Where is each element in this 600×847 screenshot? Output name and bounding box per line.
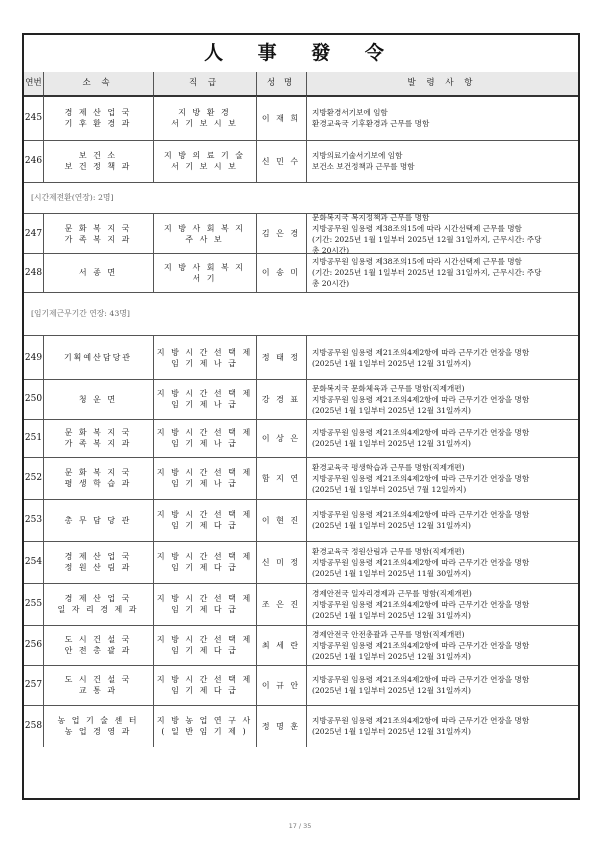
appointment-details	[306, 583, 578, 625]
department	[43, 419, 153, 457]
person-name: 이 송 미	[261, 268, 301, 277]
position-line: 지 방 시 간 선 택 제	[156, 428, 253, 437]
appointment-details	[306, 541, 578, 583]
department-line: 청 운 면	[78, 394, 118, 404]
person-name: 정 명 훈	[261, 721, 301, 731]
appointment-details-line: 지방환경서기보에 임함	[312, 108, 388, 117]
position-line: 서 기 보 시 보	[171, 119, 238, 128]
appointment-details-line: (2025년 1월 1일부터 2025년 11월 30일까지)	[312, 568, 471, 578]
position-line: 임 기 제 나 급	[171, 400, 238, 409]
appointment-details-line: 지방공무원 임용령 제21조의4제2항에 따라 근무기간 연장을 명함	[312, 716, 530, 725]
document-title: 人 事 發 令	[24, 35, 578, 73]
row-number: 253	[24, 515, 43, 525]
department	[43, 541, 153, 583]
table-row	[24, 705, 578, 747]
department	[43, 499, 153, 541]
department-line: 기획예산담당관	[63, 353, 133, 362]
department-line: 보 건 소	[78, 151, 118, 160]
header-name: 성 명	[266, 78, 296, 88]
department	[43, 705, 153, 747]
table-row	[24, 499, 578, 542]
position-line: 지 방 사 회 복 지	[163, 262, 246, 272]
appointment-details-line: 지방공무원 임용령 제21조의4제2항에 따라 근무기간 연장을 명함	[312, 428, 530, 437]
page-number: 17 / 35	[288, 822, 312, 830]
position-line: 지 방 시 간 선 택 제	[156, 675, 253, 684]
header-position: 직 급	[188, 78, 221, 88]
department	[43, 625, 153, 665]
person-name: 함 지 연	[261, 473, 301, 483]
department-line: 보 건 정 책 과	[64, 162, 132, 171]
appointment-details-line: 지방공무원 임용령 제21조의4제2항에 따라 근무기간 연장을 명함	[312, 510, 530, 519]
position	[153, 419, 256, 457]
header-note: 발 령 사 항	[407, 78, 477, 88]
position-line: 지 방 시 간 선 택 제	[156, 635, 253, 644]
appointment-details-line: 지방공무원 임용령 제38조의15에 따라 시간선택제 근무를 명함	[312, 257, 522, 266]
position-line: 지 방 시 간 선 택 제	[156, 389, 253, 398]
department	[43, 457, 153, 499]
table-row	[24, 379, 578, 420]
appointment-details-line: (기간: 2025년 1월 1일부터 2025년 12월 31일까지, 근무시간: 주당	[312, 268, 542, 277]
row-number: 252	[24, 473, 43, 483]
department	[43, 140, 153, 182]
appointment-details-line: 보건소 보건정책과 근무를 명함	[312, 162, 415, 171]
appointment-details-line: 총 20시간)	[312, 279, 350, 288]
appointment-details	[306, 499, 578, 541]
table-row	[24, 583, 578, 626]
appointment-details	[306, 253, 578, 292]
department-line: 농 업 기 술 센 터	[57, 716, 139, 725]
department-line: 문 화 복 지 국	[64, 428, 132, 437]
person-name: 이 규 안	[261, 680, 301, 690]
appointment-details-line: 지방공무원 임용령 제21조의4제2항에 따라 근무기간 연장을 명함	[312, 557, 530, 567]
department-line: 농 업 경 영 과	[64, 727, 132, 736]
department	[43, 583, 153, 625]
position-line: 서 기	[192, 273, 217, 283]
table-header	[24, 72, 578, 97]
department-line: 정 원 산 림 과	[64, 563, 132, 572]
table-row	[24, 541, 578, 584]
department	[43, 253, 153, 292]
appointment-details-line: 문화복지국 문화체육과 근무를 명함(직제개편)	[312, 383, 465, 393]
position-line: 임 기 제 나 급	[171, 479, 238, 488]
person-name: 정 태 정	[261, 353, 301, 362]
person-name: 강 경 표	[261, 394, 301, 404]
row-number: 254	[24, 557, 43, 567]
position-line: 임 기 제 다 급	[171, 605, 238, 614]
appointment-details-line: 환경교육국 정원산림과 근무를 명함(직제개편)	[312, 546, 465, 556]
department-line: 가 족 복 지 과	[64, 234, 132, 244]
table-row	[24, 96, 578, 141]
department-line: 경 제 산 업 국	[64, 594, 132, 603]
person-name: 최 세 란	[261, 640, 301, 650]
department-line: 경 제 산 업 국	[64, 108, 132, 117]
person-name: 신 민 수	[261, 156, 301, 166]
department-line: 기 후 환 경 과	[64, 119, 132, 128]
position	[153, 214, 256, 253]
appointment-details-line: 지방의료기술서기보에 임함	[312, 151, 403, 160]
appointment-details-line: (2025년 1월 1일부터 2025년 12월 31일까지)	[312, 651, 471, 661]
table-row	[24, 140, 578, 183]
department	[43, 214, 153, 253]
appointment-details-line: (2025년 1월 1일부터 2025년 12월 31일까지)	[312, 405, 471, 415]
section-label: [시간제전환(연장): 2명]	[24, 182, 578, 214]
appointment-details-line: 문화복지국 복지정책과 근무를 명함	[312, 212, 430, 222]
position-line: 지 방 시 간 선 택 제	[156, 510, 253, 519]
position	[153, 140, 256, 182]
position	[153, 499, 256, 541]
position	[153, 665, 256, 705]
appointment-details	[306, 705, 578, 747]
department-line: 경 제 산 업 국	[64, 552, 132, 561]
person-name: 신 미 정	[261, 557, 301, 567]
department	[43, 336, 153, 379]
appointment-details	[306, 457, 578, 499]
table-row	[24, 253, 578, 293]
person-name: 이 재 희	[261, 113, 301, 123]
appointment-details-line: 지방공무원 임용령 제21조의4제2항에 따라 근무기간 연장을 명함	[312, 675, 530, 684]
row-number: 247	[24, 228, 43, 239]
person-name: 이 상 은	[261, 433, 301, 443]
appointment-details-line: 경제안전국 일자리경제과 근무를 명함(직제개편)	[312, 588, 472, 598]
position-line: 지 방 시 간 선 택 제	[156, 347, 253, 357]
appointment-details-line: (2025년 1월 1일부터 2025년 7월 12일까지)	[312, 484, 467, 494]
appointment-details-line: (2025년 1월 1일부터 2025년 12월 31일까지)	[312, 521, 471, 530]
position-line: 서 기 보 시 보	[171, 162, 238, 171]
person-name: 조 은 진	[261, 599, 301, 609]
appointment-details	[306, 379, 578, 419]
position	[153, 336, 256, 379]
department-line: 문 화 복 지 국	[64, 468, 132, 477]
appointment-details	[306, 140, 578, 182]
position	[153, 705, 256, 747]
table-row	[24, 214, 578, 254]
person-name: 이 현 진	[261, 515, 301, 525]
appointment-details-line: 지방공무원 임용령 제21조의4제2항에 따라 근무기간 연장을 명함	[312, 347, 530, 357]
position-line: 임 기 제 다 급	[171, 686, 238, 695]
row-number: 248	[24, 267, 43, 278]
appointment-details-line: (2025년 1월 1일부터 2025년 12월 31일까지)	[312, 439, 471, 448]
appointment-details-line: (2025년 1월 1일부터 2025년 12월 31일까지)	[312, 686, 471, 695]
position	[153, 541, 256, 583]
department-line: 도 시 건 설 국	[64, 675, 132, 684]
position-line: 주 사 보	[185, 234, 224, 244]
position-line: 임 기 제 다 급	[171, 646, 238, 655]
table-row	[24, 665, 578, 706]
position-line: 지 방 시 간 선 택 제	[156, 468, 253, 477]
section-label: [임기제근무기간 연장: 43명]	[24, 292, 578, 336]
position	[153, 379, 256, 419]
row-number: 255	[24, 599, 43, 609]
position-line: 임 기 제 다 급	[171, 563, 238, 572]
appointment-details-line: (2025년 1월 1일부터 2025년 12월 31일까지)	[312, 727, 471, 736]
department	[43, 96, 153, 140]
position-line: 지 방 시 간 선 택 제	[156, 594, 253, 603]
position-line: 지 방 의 료 기 술	[163, 151, 246, 160]
row-number: 250	[24, 394, 43, 404]
position	[153, 457, 256, 499]
table-row	[24, 625, 578, 666]
appointment-details-line: (기간: 2025년 1월 1일부터 2025년 12월 31일까지, 근무시간: 주당	[312, 234, 542, 244]
row-number: 256	[24, 640, 43, 650]
position	[153, 583, 256, 625]
department-line: 서 종 면	[78, 268, 118, 277]
position-line: 임 기 제 나 급	[171, 358, 238, 368]
position	[153, 253, 256, 292]
appointment-details-line: 지방공무원 임용령 제21조의4제2항에 따라 근무기간 연장을 명함	[312, 394, 530, 404]
appointment-details	[306, 625, 578, 665]
appointment-details	[306, 214, 578, 253]
row-number: 257	[24, 680, 43, 690]
appointment-details-line: (2025년 1월 1일부터 2025년 12월 31일까지)	[312, 610, 471, 620]
appointment-details-line: 경제안전국 안전총괄과 근무를 명함(직제개편)	[312, 629, 465, 639]
header-dept: 소 속	[82, 78, 114, 88]
department-line: 안 전 총 괄 과	[64, 646, 132, 655]
appointment-details-line: 환경교육국 기후환경과 근무를 명함	[312, 119, 430, 128]
department	[43, 379, 153, 419]
appointment-details	[306, 336, 578, 379]
person-name: 김 은 경	[261, 229, 301, 238]
table-row	[24, 336, 578, 380]
position-line: 임 기 제 다 급	[171, 521, 238, 530]
table-row	[24, 457, 578, 500]
appointment-details-line: 지방공무원 임용령 제38조의15에 따라 시간선택제 근무를 명함	[312, 223, 522, 233]
appointment-details-line: 총 20시간)	[312, 245, 350, 255]
department-line: 교 통 과	[78, 686, 118, 695]
department-line: 가 족 복 지 과	[64, 439, 132, 448]
appointment-details-line: 지방공무원 임용령 제21조의4제2항에 따라 근무기간 연장을 명함	[312, 640, 530, 650]
table-row	[24, 419, 578, 458]
header-no: 연번	[25, 78, 42, 88]
row-number: 258	[24, 721, 43, 731]
appointment-details	[306, 96, 578, 140]
department-line: 문 화 복 지 국	[64, 223, 132, 233]
position-line: 지 방 농 업 연 구 사	[156, 716, 253, 725]
row-number: 249	[24, 352, 43, 363]
department	[43, 665, 153, 705]
appointment-details-line: 지방공무원 임용령 제21조의4제2항에 따라 근무기간 연장을 명함	[312, 599, 530, 609]
position	[153, 96, 256, 140]
appointment-details-line: 환경교육국 평생학습과 근무를 명함(직제개편)	[312, 462, 465, 472]
position-line: 지 방 사 회 복 지	[163, 223, 246, 233]
department-line: 도 시 건 설 국	[64, 635, 132, 644]
position-line: 지 방 환 경	[178, 108, 231, 117]
appointment-details-line: (2025년 1월 1일부터 2025년 12월 31일까지)	[312, 358, 471, 368]
appointment-details-line: 지방공무원 임용령 제21조의4제2항에 따라 근무기간 연장을 명함	[312, 473, 530, 483]
appointment-details	[306, 419, 578, 457]
position	[153, 625, 256, 665]
personnel-order-table	[22, 33, 580, 800]
position-line: 임 기 제 나 급	[171, 439, 238, 448]
appointment-details	[306, 665, 578, 705]
position-line: 지 방 시 간 선 택 제	[156, 552, 253, 561]
department-line: 평 생 학 습 과	[64, 479, 132, 488]
row-number: 245	[24, 113, 43, 123]
row-number: 251	[24, 433, 43, 443]
row-number: 246	[24, 156, 43, 166]
department-line: 일 자 리 경 제 과	[57, 605, 139, 614]
department-line: 총 무 담 당 관	[64, 515, 132, 525]
position-line: ( 일 반 임 기 제 )	[161, 727, 248, 736]
